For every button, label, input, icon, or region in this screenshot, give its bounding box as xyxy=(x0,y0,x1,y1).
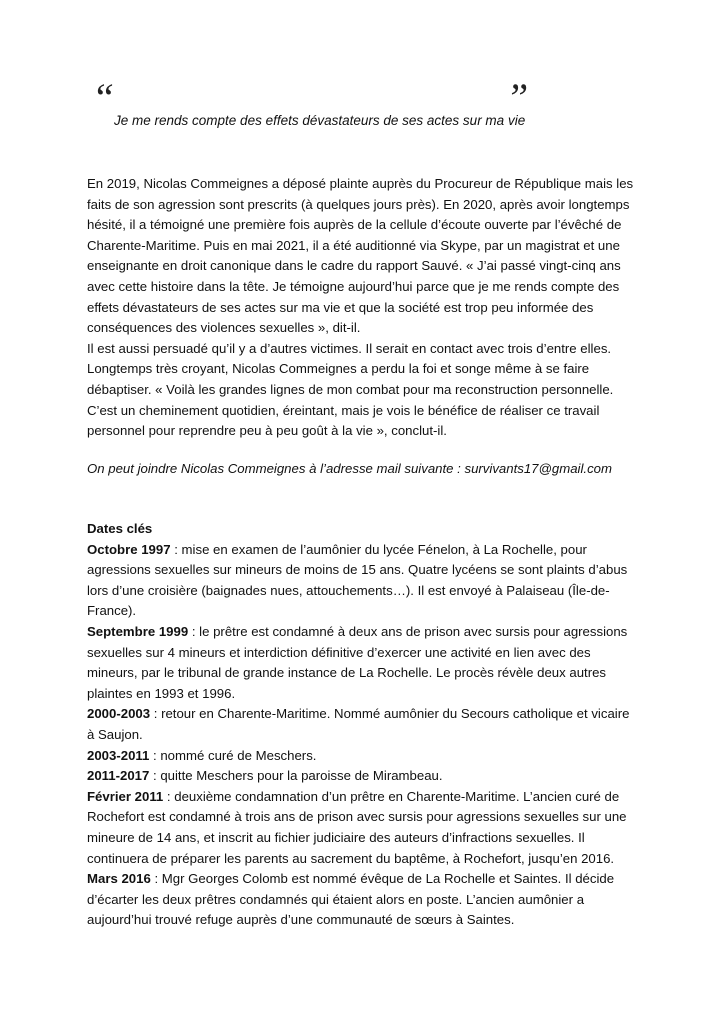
key-dates-section xyxy=(87,519,639,931)
date-description: : quitte Meschers pour la paroisse de Mirambeau. xyxy=(149,768,443,784)
date-entry xyxy=(87,704,639,745)
date-label: Mars 2016 xyxy=(87,871,151,887)
date-label: 2003-2011 xyxy=(87,747,150,763)
key-dates-heading: Dates clés xyxy=(87,521,153,536)
date-description: : nommé curé de Meschers. xyxy=(149,747,317,763)
date-label: Octobre 1997 xyxy=(87,541,171,557)
date-label: 2011-2017 xyxy=(87,768,150,784)
date-entry xyxy=(87,746,639,767)
date-entry xyxy=(87,622,639,704)
date-description: : mise en examen de l’aumônier du lycée Fénelon, à La Rochelle, pour agressions sexuelles sur mineurs de moins de 15 ans. Quatre lycéens se sont plaints d’abus lors d’une croisière (baignades nues, attouchements…). Il est envoyé à Palaiseau (Île-de-France). xyxy=(87,541,628,619)
opening-quote-mark: “ xyxy=(92,75,115,120)
article-paragraph: En 2019, Nicolas Commeignes a déposé plainte auprès du Procureur de République mais les faits de son agression sont prescrits (à quelques jours près). En 2020, après avoir longtemps hésité, il a témoigné une première fois auprès de la cellule d’écoute ouverte par l’évêché de Charente-Maritime. Puis en mai 2021, il a été auditionné via Skype, par un magistrat et une enseignante en droit canonique dans le cadre du rapport Sauvé. « J’ai passé vingt-cinq ans avec cette histoire dans la tête. Je témoigne aujourd’hui parce que je me rends compte des effets dévastateurs de ses actes sur ma vie et que la société est trop peu informée des conséquences des violences sexuelles », dit-il. xyxy=(87,176,634,336)
date-entry xyxy=(87,869,639,931)
date-entry xyxy=(87,766,639,787)
pull-quote: Je me rends compte des effets dévastateurs de ses actes sur ma vie xyxy=(114,113,526,128)
date-label: 2000-2003 xyxy=(87,706,151,722)
date-description: : deuxième condamnation d’un prêtre en Charente-Maritime. L’ancien curé de Rochefort est condamné à trois ans de prison avec sursis pour agressions sexuelles sur une mineure de 14 ans, et inscrit au fichier judiciaire des auteurs d’infractions sexuelles. Il continuera de préparer les parents au sacrement du baptême, à Rochefort, jusqu’en 2016. xyxy=(87,788,627,866)
contact-line: On peut joindre Nicolas Commeignes à l’adresse mail suivante : survivants17@gmail.com xyxy=(87,461,612,476)
date-entry xyxy=(87,787,639,869)
date-description: : Mgr Georges Colomb est nommé évêque de La Rochelle et Saintes. Il décide d’écarter les deux prêtres condamnés qui étaient alors en poste. L’ancien aumônier a aujourd’hui trouvé refuge auprès d’une communauté de sœurs à Saintes. xyxy=(87,871,615,928)
article-body xyxy=(87,174,639,442)
date-label: Février 2011 xyxy=(87,788,164,804)
article-paragraph: Il est aussi persuadé qu’il y a d’autres victimes. Il serait en contact avec trois d’entre elles. Longtemps très croyant, Nicolas Commeignes a perdu la foi et songe même à se faire débaptiser. « Voilà les grandes lignes de mon combat pour ma reconstruction personnelle. C’est un cheminement quotidien, éreintant, mais je vois le bénéfice de réaliser ce travail personnel pour reprendre peu à peu goût à la vie », conclut-il. xyxy=(87,340,614,439)
closing-quote-mark: ” xyxy=(506,75,529,120)
date-entry xyxy=(87,540,639,622)
date-description: : le prêtre est condamné à deux ans de prison avec sursis pour agressions sexuelles sur 4 mineurs et interdiction définitive d’exercer une activité en lien avec des mineurs, par le tribunal de grande instance de La Rochelle. Le procès révèle deux autres plaintes en 1993 et 1996. xyxy=(87,623,628,701)
date-label: Septembre 1999 xyxy=(87,623,189,639)
date-description: : retour en Charente-Maritime. Nommé aumônier du Secours catholique et vicaire à Saujon. xyxy=(87,706,630,742)
